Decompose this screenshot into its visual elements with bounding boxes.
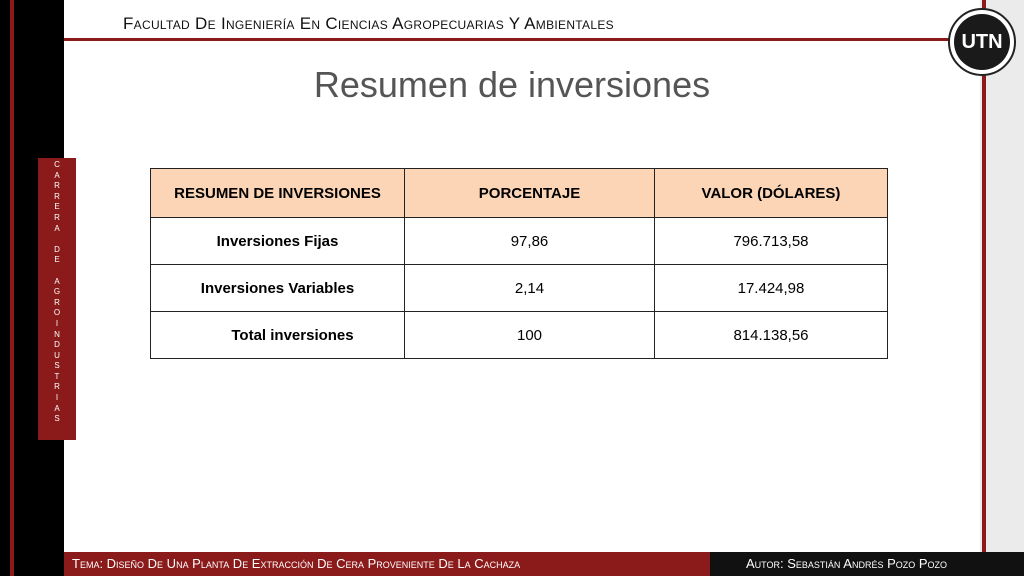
row-value: 796.713,58 [655, 218, 888, 265]
table-row [151, 265, 888, 312]
header-divider [64, 38, 982, 41]
logo-circle [954, 14, 1010, 70]
career-letter: O [53, 308, 61, 318]
career-letter: T [54, 371, 60, 381]
career-letter: R [54, 191, 60, 201]
career-letter: C [54, 160, 60, 169]
career-letter: I [55, 318, 59, 328]
table-row-total [151, 312, 888, 359]
career-letter: R [54, 181, 60, 191]
row-percentage: 100 [405, 312, 655, 359]
career-letter: S [54, 361, 60, 371]
row-value: 17.424,98 [655, 265, 888, 312]
career-letter: A [54, 170, 60, 180]
career-letter: A [54, 276, 60, 286]
career-letter: S [54, 414, 60, 424]
career-letter: I [55, 393, 59, 403]
row-label: Total inversiones [151, 312, 405, 359]
row-label: Inversiones Variables [151, 265, 405, 312]
career-vertical-label [38, 158, 76, 440]
slide-title-text: Resumen de inversiones [313, 64, 711, 105]
career-letter: E [54, 202, 60, 212]
career-letter: N [54, 329, 60, 339]
career-letter: R [54, 297, 60, 307]
career-letter [38, 266, 76, 277]
career-letter: E [54, 255, 60, 265]
career-letter: G [53, 287, 61, 297]
logo-text: UTN [961, 30, 1003, 53]
career-letter [38, 234, 76, 245]
career-letter: A [54, 403, 60, 413]
row-percentage: 2,14 [405, 265, 655, 312]
row-value: 814.138,56 [655, 312, 888, 359]
career-letter: R [54, 382, 60, 392]
career-letter: A [54, 223, 60, 233]
header-percentage: PORCENTAJE [405, 169, 655, 218]
slide-title [0, 64, 1024, 106]
investment-summary-table [150, 168, 888, 359]
header-summary: RESUMEN DE INVERSIONES [151, 169, 405, 218]
header-value: VALOR (DÓLARES) [655, 169, 888, 218]
row-percentage: 97,86 [405, 218, 655, 265]
footer-topic: Tema: Diseño De Una Planta De Extracción De Cera Proveniente De La Cachaza [72, 556, 521, 571]
career-letter: U [54, 350, 60, 360]
footer-author: Autor: Sebastián Andrés Pozo Pozo [746, 556, 948, 571]
row-label: Inversiones Fijas [151, 218, 405, 265]
career-letter: D [54, 340, 60, 350]
table-row [151, 218, 888, 265]
career-letter: D [54, 244, 60, 254]
career-letter: R [54, 212, 60, 222]
table-header-row [151, 169, 888, 218]
faculty-name: Facultad De Ingeniería En Ciencias Agropecuarias Y Ambientales [123, 14, 614, 33]
